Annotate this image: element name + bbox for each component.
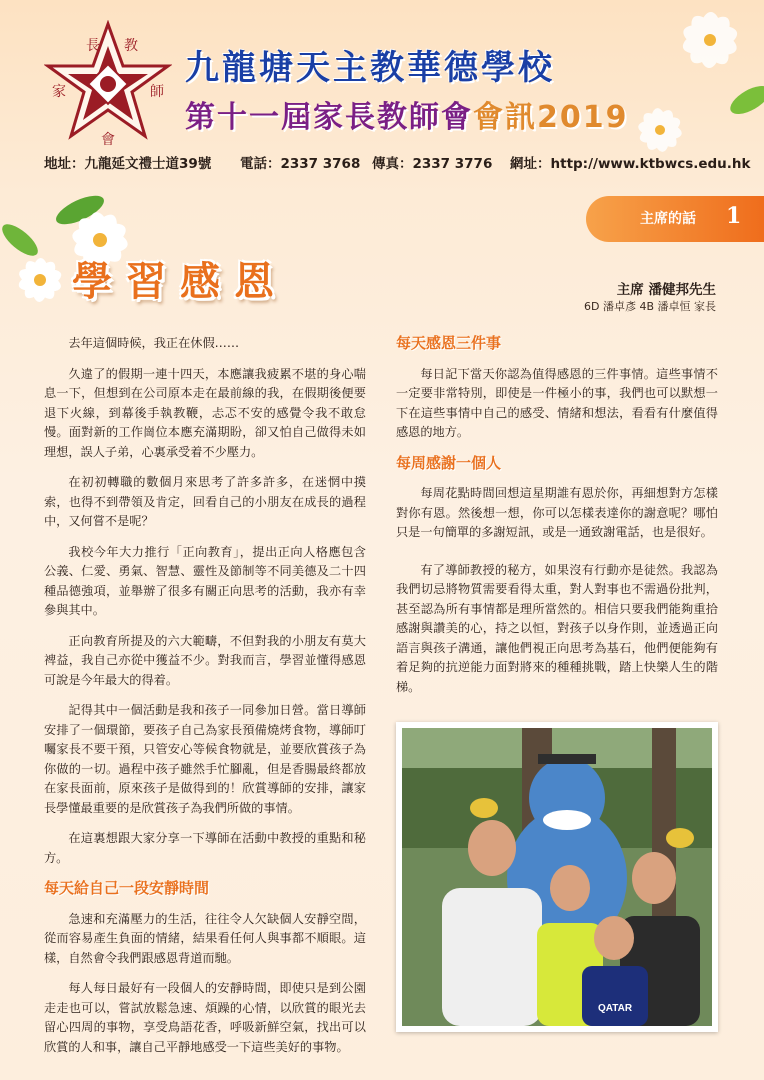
contact-website[interactable]: 網址：http://www.ktbwcs.edu.hk bbox=[510, 156, 751, 172]
right-column bbox=[396, 334, 718, 708]
logo-char: 家 bbox=[52, 84, 66, 100]
left-column bbox=[44, 334, 366, 1068]
school-title: 九龍塘天主教華德學校 bbox=[185, 48, 555, 88]
section-heading: 每天感恩三件事 bbox=[396, 334, 502, 352]
page-number: 1 bbox=[726, 203, 742, 229]
newsletter-title-main: 第十一屆家長教師會 bbox=[185, 100, 473, 135]
author-name: 主席 潘健邦先生 bbox=[616, 282, 716, 298]
school-logo bbox=[44, 20, 172, 148]
logo-char: 長 bbox=[86, 38, 100, 54]
logo-char: 會 bbox=[101, 132, 115, 148]
author-detail: 6D 潘卓彥 4B 潘卓恒 家長 bbox=[584, 300, 716, 313]
paragraph: 每日記下當天你認為值得感恩的三件事情。這些事情不一定要非常特別，即使是一件極小的事，我們也可以默想一下在這些事情中自己的感受、情緒和想法，看看有什麼值得感恩的地方。 bbox=[396, 366, 718, 439]
newsletter-title-tail: 會訊2019 bbox=[473, 100, 629, 135]
contact-address: 地址：九龍延文禮士道39號 bbox=[44, 156, 212, 172]
contact-fax: 傳真：2337 3776 bbox=[372, 156, 493, 172]
logo-char: 師 bbox=[150, 84, 164, 100]
section-tab-label: 主席的話 bbox=[640, 211, 696, 227]
logo-char: 教 bbox=[124, 38, 138, 54]
paragraph: 正向教育所提及的六大範疇，不但對我的小朋友有莫大裨益，我自己亦從中獲益不少。對我而言，學習並懂得感恩可說是今年最大的得着。 bbox=[44, 633, 366, 687]
article-headline: 學習感恩 bbox=[72, 258, 288, 305]
paragraph: 每人每日最好有一段個人的安靜時間，即使只是到公園走走也可以，嘗試放鬆急速、煩躁的心情，以欣賞的眼光去留心四周的事物，享受鳥語花香，呼吸新鮮空氣，找出可以欣賞的人和事，讓自己平靜地感受一下這些美好的事物。 bbox=[44, 981, 366, 1054]
paragraph: 久違了的假期一連十四天，本應讓我疲累不堪的身心喘息一下，但想到在公司原本走在最前線的我，在假期後便要退下火線，到幕後手執教鞭，忐忑不安的感覺令我不敢怠慢。面對新的工作崗位本應充滿期盼，卻又怕自己做得未如理想，誤人子弟，心裏承受着不少壓力。 bbox=[44, 366, 366, 459]
paragraph: 有了導師教授的秘方，如果沒有行動亦是徒然。我認為我們切忌將物質需要看得太重，對人對事也不需過份批判，甚至認為所有事情都是理所當然的。相信只要我們能夠重拾感謝與讚美的心，持之以恒，對孩子以身作則，並透過正向語言與孩子溝通，讓他們視正向思考為基石，他們便能夠有着足夠的抗逆能力面對將來的種種挑戰，踏上快樂人生的階梯。 bbox=[396, 562, 718, 694]
section-heading: 每周感謝一個人 bbox=[396, 453, 502, 472]
paragraph: 在初初轉職的數個月來思考了許多許多，在迷惘中摸索，也得不到帶領及肯定，回看自己的小朋友在成長的過程中，又何嘗不是呢？ bbox=[44, 475, 366, 528]
paragraph: 去年這個時候，我正在休假…… bbox=[68, 336, 240, 350]
contact-phone: 電話：2337 3768 bbox=[240, 156, 361, 172]
jersey-text: QATAR bbox=[598, 1003, 633, 1014]
family-photo bbox=[402, 728, 712, 1026]
paragraph: 我校今年大力推行「正向教育」，提出正向人格應包含公義、仁愛、勇氣、智慧、靈性及節制等不同美德及二十四種品德強項，並舉辦了很多有關正向思考的活動，我亦有幸參與其中。 bbox=[44, 544, 366, 617]
paragraph: 急速和充滿壓力的生活，往往令人欠缺個人安靜空間，從而容易產生負面的情緒，結果看任何人與事都不順眼。這樣，自然會令我們跟感恩背道而馳。 bbox=[44, 911, 366, 965]
paragraph: 在這裏想跟大家分享一下導師在活動中教授的重點和秘方。 bbox=[44, 831, 366, 865]
section-heading: 每天給自己一段安靜時間 bbox=[44, 879, 210, 897]
newsletter-title bbox=[185, 92, 629, 136]
paragraph: 每周花點時間回想這星期誰有恩於你，再細想對方怎樣對你有恩。然後想一想，你可以怎樣表達你的謝意呢？哪怕只是一句簡單的多謝短訊，或是一通致謝電話，也是很好。 bbox=[396, 486, 718, 539]
paragraph: 記得其中一個活動是我和孩子一同參加日營。當日導師安排了一個環節，要孩子自己為家長預備燒烤食物，導師叮囑家長不要干預，只管安心等候食物就是，並要欣賞孩子為你做的一切。過程中孩子雖然手忙腳亂，但是香腸最終都放在家長面前，原來孩子是做得到的！欣賞導師的安排，讓家長學懂最重要的是欣賞孩子為我們所做的事情。 bbox=[44, 703, 366, 815]
